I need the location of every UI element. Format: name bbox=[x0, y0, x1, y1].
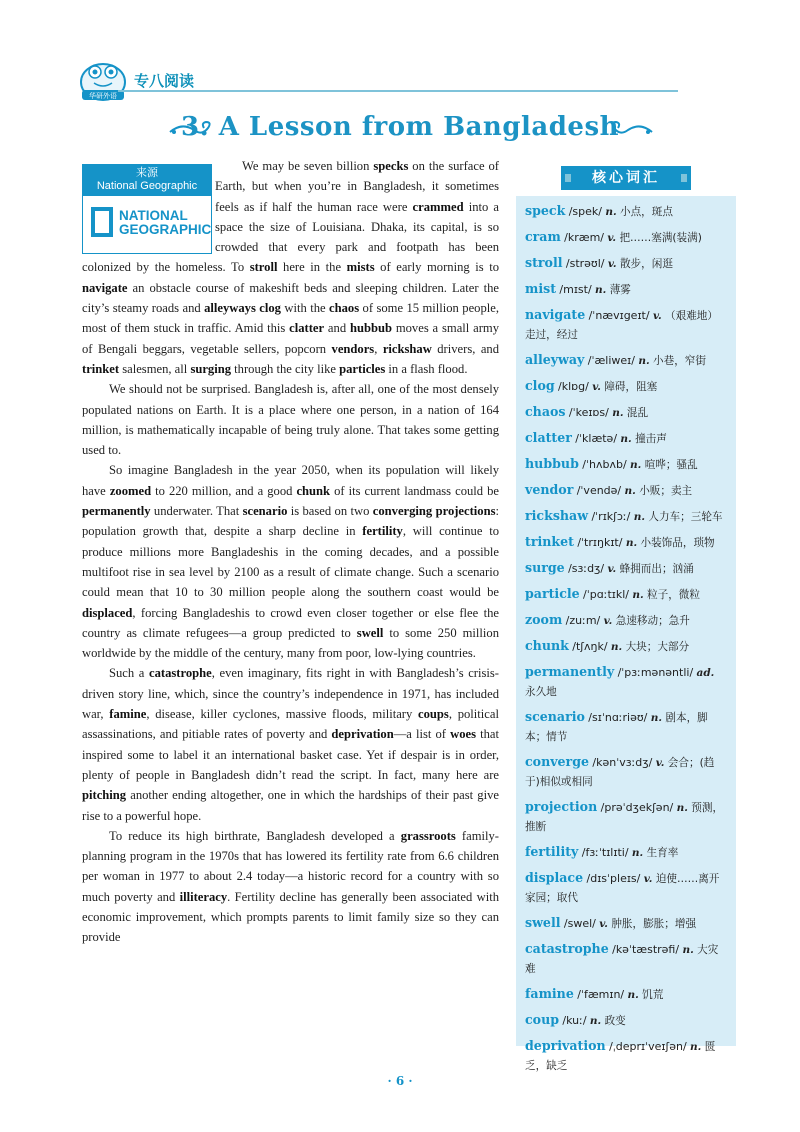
source-label-en: National Geographic bbox=[96, 180, 198, 192]
text-run: , disease, killer cyclones, massive floods, military bbox=[146, 707, 419, 722]
vocab-entry bbox=[525, 532, 728, 553]
vocab-word: speck bbox=[525, 203, 566, 218]
vocab-word: projection bbox=[525, 799, 598, 814]
key-word: woes bbox=[450, 727, 476, 742]
vocab-pos: n. bbox=[676, 802, 688, 814]
vocab-pos: n. bbox=[638, 355, 650, 367]
vocab-phonetic: /swel/ bbox=[563, 917, 596, 930]
vocab-pos: n. bbox=[682, 944, 694, 956]
key-word: illiteracy bbox=[179, 889, 228, 904]
vocab-phonetic: /ˌdeprɪˈveɪʃən/ bbox=[609, 1040, 687, 1053]
text-run: here in the bbox=[277, 260, 347, 275]
key-word: chaos bbox=[329, 301, 360, 316]
logo-line-1: NATIONAL bbox=[119, 208, 188, 223]
vocab-phonetic: /zuːm/ bbox=[565, 614, 601, 627]
vocab-pos: n. bbox=[595, 284, 607, 296]
vocab-meaning: 大块；大部分 bbox=[625, 641, 690, 653]
vocab-phonetic: /spek/ bbox=[568, 205, 602, 218]
text-run: , even imaginary, fits right in with Bangladesh’s crisis-driven story line, which, since the country’s independence in 1971, has included war, bbox=[82, 666, 499, 722]
key-word: vendors bbox=[331, 341, 375, 356]
key-word: coups bbox=[418, 707, 449, 722]
vocab-word: cram bbox=[525, 229, 561, 244]
text-run: , political assassinations, and pitiable rates of poverty and bbox=[82, 707, 499, 742]
key-word: clatter bbox=[289, 321, 325, 336]
text-run: : population growth that, despite a sharp decline in bbox=[82, 504, 500, 539]
vocab-pos: ad. bbox=[696, 667, 715, 679]
vocab-meaning: 混乱 bbox=[626, 407, 649, 419]
vocab-phonetic: /ˈvendə/ bbox=[576, 484, 622, 497]
text-run: an obstacle course of makeshift beds and sleeping children. Later the city’s steamy roads and bbox=[82, 280, 499, 316]
header-divider bbox=[118, 90, 678, 92]
vocab-word: coup bbox=[525, 1012, 560, 1027]
text-run: , forcing Bangladeshis to crowd even closer together or else flee the country as climate refugees—a group predicted to bbox=[82, 605, 499, 640]
key-word: fertility bbox=[362, 524, 403, 539]
vocab-pos: n. bbox=[690, 1041, 702, 1053]
vocab-entry bbox=[525, 797, 728, 837]
vocab-phonetic: /kræm/ bbox=[564, 231, 604, 244]
vocab-entry bbox=[525, 350, 728, 371]
vocab-meaning: 蜂拥而出；汹涌 bbox=[619, 563, 694, 575]
vocab-word: swell bbox=[525, 915, 561, 930]
vocab-entry bbox=[525, 376, 728, 397]
article-body bbox=[82, 156, 499, 948]
vocab-phonetic: /kəˈtæstrəfi/ bbox=[612, 943, 680, 956]
vocab-meaning: 会合；(趋于)相似或相同 bbox=[525, 757, 715, 788]
vocab-meaning: 永久地 bbox=[525, 686, 557, 698]
vocab-word: zoom bbox=[525, 612, 563, 627]
vocab-meaning: 小点，斑点 bbox=[620, 206, 673, 218]
vocab-word: scenario bbox=[525, 709, 585, 724]
vocab-pos: v. bbox=[607, 563, 617, 575]
key-word: specks bbox=[373, 159, 409, 173]
vocab-meaning: 生育率 bbox=[646, 847, 679, 859]
vocab-pos: n. bbox=[624, 485, 636, 497]
vocab-entry bbox=[525, 752, 728, 792]
vocab-pos: v. bbox=[607, 232, 617, 244]
text-run: into a space the size of Louisiana. Dhaka, its capital, is so crowded that every park and footpath has been colonized by the homeless. To bbox=[82, 199, 499, 275]
vocab-meaning: 剧本，脚本；情节 bbox=[525, 712, 708, 743]
vocab-word: chunk bbox=[525, 638, 569, 653]
vocab-pos: n. bbox=[605, 206, 617, 218]
vocab-word: clog bbox=[525, 378, 555, 393]
key-word: stroll bbox=[249, 260, 278, 275]
key-word: hubbub bbox=[349, 321, 392, 336]
text-run: of some 15 million people, most of them stuck in traffic. Amid this bbox=[82, 301, 499, 336]
key-word: crammed bbox=[412, 199, 464, 214]
vocab-phonetic: /ˈfæmɪn/ bbox=[577, 988, 625, 1001]
text-run: with the bbox=[280, 301, 330, 316]
vocab-phonetic: /prəˈdʒekʃən/ bbox=[600, 801, 674, 814]
text-run: to 220 million, and a good bbox=[151, 483, 297, 498]
vocab-pos: v. bbox=[607, 258, 617, 270]
text-run: on the surface of Earth, but when you’re in Bangladesh, it sometimes feels as if half the human race were bbox=[215, 159, 499, 214]
vocab-word: catastrophe bbox=[525, 941, 609, 956]
vocab-word: converge bbox=[525, 754, 590, 769]
vocab-meaning: 薄雾 bbox=[609, 284, 631, 296]
vocab-word: stroll bbox=[525, 255, 563, 270]
vocab-entry bbox=[525, 506, 728, 527]
vocab-word: surge bbox=[525, 560, 565, 575]
vocab-pos: v. bbox=[643, 873, 653, 885]
vocab-meaning: 小贩；卖主 bbox=[639, 485, 693, 497]
text-run: Such a bbox=[109, 666, 150, 681]
logo-line-2: GEOGRAPHIC bbox=[119, 222, 212, 237]
key-word: zoomed bbox=[109, 483, 152, 498]
running-header bbox=[78, 58, 318, 102]
vocab-meaning: 预测，推断 bbox=[525, 802, 724, 833]
vocab-meaning: 迫使……离开家园；取代 bbox=[525, 873, 720, 904]
vocab-meaning: 小装饰品，琐物 bbox=[640, 537, 715, 549]
vocab-entry bbox=[525, 428, 728, 449]
vocab-entry bbox=[525, 480, 728, 501]
text-run: of early morning is to bbox=[374, 260, 499, 275]
vocab-phonetic: /fɜːˈtɪlɪti/ bbox=[581, 846, 629, 859]
paragraph bbox=[82, 379, 499, 460]
vocab-pos: n. bbox=[630, 459, 642, 471]
key-word: catastrophe bbox=[149, 666, 212, 681]
vocab-pos: n. bbox=[633, 511, 645, 523]
text-run: moves a small army of Bengali beggars, vegetable sellers, popcorn bbox=[82, 321, 499, 356]
vocab-entry bbox=[525, 939, 728, 979]
key-word: famine bbox=[109, 707, 147, 722]
vocab-pos: n. bbox=[650, 712, 663, 724]
vocab-meaning: 大灾难 bbox=[525, 944, 719, 975]
text-run: We may be seven billion bbox=[242, 159, 374, 173]
vocab-word: trinket bbox=[525, 534, 574, 549]
vocab-entry bbox=[525, 1036, 728, 1076]
source-label-cn: 来源 bbox=[136, 167, 158, 179]
key-word: trinket bbox=[82, 361, 120, 376]
paragraph bbox=[82, 826, 499, 948]
text-run: . Fertility decline has generally been associated with economic improvement, which prompts parents to limit family size so they can provide bbox=[82, 889, 500, 945]
vocab-word: displace bbox=[525, 870, 584, 885]
vocab-meaning: 撞击声 bbox=[635, 433, 667, 445]
vocab-word: particle bbox=[525, 586, 580, 601]
vocab-meaning: 政变 bbox=[604, 1015, 626, 1027]
vocab-pos: v. bbox=[603, 615, 613, 627]
text-run: is based on two bbox=[287, 504, 373, 519]
paragraph bbox=[82, 460, 499, 663]
key-word: particles bbox=[339, 361, 386, 376]
article-title: 3. A Lesson from Bangladesh bbox=[181, 112, 619, 142]
key-word: grassroots bbox=[400, 828, 456, 843]
vocab-meaning: 障碍，阻塞 bbox=[604, 381, 658, 393]
text-run: in a flash flood. bbox=[385, 361, 468, 376]
vocab-phonetic: /ˈtrɪŋkɪt/ bbox=[577, 536, 623, 549]
text-run: salesmen, all bbox=[119, 361, 191, 376]
vocab-word: clatter bbox=[525, 430, 572, 445]
vocab-pos: n. bbox=[627, 989, 639, 1001]
text-run: another ending altogether, one in which the hardships of their past give rise to a powerful hope. bbox=[82, 788, 499, 823]
vocab-entry bbox=[525, 253, 728, 274]
vocab-entry bbox=[525, 227, 728, 248]
vocab-header: 核心词汇 bbox=[561, 166, 691, 190]
vocab-entry bbox=[525, 279, 728, 300]
vocab-phonetic: /mɪst/ bbox=[559, 283, 592, 296]
vocab-entry bbox=[525, 707, 728, 747]
vocab-phonetic: /ˈpɜːmənəntli/ bbox=[617, 666, 694, 679]
vocab-entry bbox=[525, 584, 728, 605]
vocab-meaning: 把……塞满(装满) bbox=[619, 232, 702, 244]
vocab-entry bbox=[525, 454, 728, 475]
vocab-entry bbox=[525, 662, 728, 702]
vocab-word: hubbub bbox=[525, 456, 579, 471]
vocab-meaning: 小巷，窄街 bbox=[653, 355, 706, 367]
vocab-word: chaos bbox=[525, 404, 566, 419]
vocab-phonetic: /ˈrɪkʃɔː/ bbox=[591, 510, 631, 523]
swirl-ornament-icon bbox=[606, 118, 654, 142]
vocab-pos: n. bbox=[610, 641, 623, 653]
vocab-pos: n. bbox=[589, 1015, 602, 1027]
vocab-meaning: 喧哗；骚乱 bbox=[644, 459, 698, 471]
text-run: To reduce its high birthrate, Bangladesh developed a bbox=[109, 828, 401, 843]
vocab-meaning: 肿胀，膨胀；增强 bbox=[611, 918, 697, 930]
vocab-meaning: 急速移动；急升 bbox=[615, 615, 690, 627]
vocab-pos: v. bbox=[592, 381, 601, 393]
paragraph bbox=[82, 663, 499, 825]
text-run: that inspired some to label it an international basket case. Yet if despair is in order, plenty of people in Bangladesh didn’t read the script. In fact, many here are bbox=[82, 727, 499, 782]
text-run: drivers, and bbox=[431, 341, 500, 356]
vocab-phonetic: /klɒg/ bbox=[558, 380, 589, 393]
vocab-phonetic: /sɪˈnɑːriəʊ/ bbox=[588, 711, 648, 724]
text-run: We should not be surprised. Bangladesh is, after all, one of the most densely populated nations on Earth. It is a place where one person, in a nation of 164 million, is mathematically incapable of being truly alone. That takes some getting used to. bbox=[82, 382, 499, 458]
text-run: to some 250 million worldwide by the middle of the century, many from poor, low-lying countries. bbox=[82, 625, 499, 661]
vocab-word: navigate bbox=[525, 307, 586, 322]
vocab-phonetic: /kənˈvɜːdʒ/ bbox=[592, 756, 653, 769]
vocab-word: vendor bbox=[525, 482, 574, 497]
vocab-meaning: 散步，闲逛 bbox=[619, 258, 673, 270]
vocab-pos: n. bbox=[632, 589, 644, 601]
key-word: surging bbox=[190, 361, 232, 376]
vocab-pos: v. bbox=[652, 310, 662, 322]
vocab-pos: n. bbox=[625, 537, 638, 549]
vocab-meaning: 饥荒 bbox=[642, 989, 664, 1001]
vocab-phonetic: /strəʊl/ bbox=[565, 257, 605, 270]
key-word: navigate bbox=[82, 280, 128, 295]
vocab-panel bbox=[516, 196, 736, 1072]
vocab-meaning: 粒子，微粒 bbox=[647, 589, 700, 601]
vocab-entry bbox=[525, 868, 728, 908]
vocab-word: famine bbox=[525, 986, 574, 1001]
text-run: , will continue to produce millions more Bangladeshis in the coming decades, and a possible multifoot rise in sea level by 2100 as a result of climate change. Such a scenario could mean that 10 to 30 million people along the southern coast would be bbox=[82, 524, 499, 600]
key-word: scenario bbox=[242, 504, 288, 519]
text-run: So imagine Bangladesh in the year 2050, when its population will likely have bbox=[82, 463, 499, 498]
key-word: rickshaw bbox=[382, 341, 432, 356]
vocab-entry bbox=[525, 305, 728, 345]
vocab-word: rickshaw bbox=[525, 508, 589, 523]
text-run: through the city like bbox=[231, 361, 340, 376]
page-number: · 6 · bbox=[387, 1074, 413, 1088]
vocab-word: mist bbox=[525, 281, 557, 296]
vocab-entry bbox=[525, 913, 728, 934]
vocab-meaning: 人力车；三轮车 bbox=[648, 511, 723, 523]
vocab-phonetic: /ˈklætə/ bbox=[575, 432, 618, 445]
vocab-phonetic: /sɜːdʒ/ bbox=[568, 562, 605, 575]
vocab-entry bbox=[525, 636, 728, 657]
vocab-entry bbox=[525, 610, 728, 631]
vocab-phonetic: /ˈnævɪgeɪt/ bbox=[588, 309, 650, 322]
vocab-entry bbox=[525, 558, 728, 579]
vocab-phonetic: /dɪsˈpleɪs/ bbox=[586, 872, 641, 885]
key-word: converging projections bbox=[372, 504, 496, 519]
vocab-entry bbox=[525, 1010, 728, 1031]
vocab-entry bbox=[525, 984, 728, 1005]
text-run: , bbox=[374, 341, 383, 356]
text-run: of its current landmass could be bbox=[330, 483, 499, 498]
vocab-phonetic: /ˈhʌbʌb/ bbox=[582, 458, 627, 471]
vocab-meaning: （艰难地）走过，经过 bbox=[525, 310, 718, 341]
vocab-pos: v. bbox=[655, 757, 665, 769]
key-word: mists bbox=[346, 260, 375, 275]
text-run: and bbox=[324, 321, 350, 336]
key-word: displaced bbox=[82, 605, 133, 620]
vocab-entry bbox=[525, 201, 728, 222]
key-word: pitching bbox=[82, 788, 127, 803]
key-word: permanently bbox=[82, 504, 151, 519]
text-run: underwater. That bbox=[150, 504, 243, 519]
key-word: alleyways clog bbox=[204, 301, 281, 316]
text-run: family-planning program in the 1970s that has lowered its fertility rate from 6.6 children per woman in 1977 to about 2.4 today—a historic record for a country with so much poverty and bbox=[82, 828, 499, 904]
vocab-phonetic: /ˈpɑːtɪkl/ bbox=[583, 588, 629, 601]
key-word: swell bbox=[356, 625, 384, 640]
huayan-frog-logo-icon bbox=[78, 58, 128, 102]
key-word: deprivation bbox=[331, 727, 394, 742]
vocab-phonetic: /ˈæliweɪ/ bbox=[587, 354, 635, 367]
vocab-pos: n. bbox=[620, 433, 632, 445]
vocab-meaning: 匮乏，缺乏 bbox=[525, 1041, 716, 1072]
series-tag: 专八阅读 bbox=[134, 72, 195, 90]
vocab-phonetic: /ˈkeɪɒs/ bbox=[568, 406, 609, 419]
logo-text: 华研外语 bbox=[89, 92, 117, 100]
vocab-phonetic: /kuː/ bbox=[562, 1014, 587, 1027]
vocab-word: fertility bbox=[525, 844, 579, 859]
vocab-entry bbox=[525, 842, 728, 863]
source-box-spacer bbox=[82, 156, 215, 256]
vocab-word: deprivation bbox=[525, 1038, 606, 1053]
text-run: —a list of bbox=[393, 727, 451, 742]
vocab-word: alleyway bbox=[525, 352, 585, 367]
key-word: chunk bbox=[296, 483, 331, 498]
vocab-pos: v. bbox=[599, 918, 608, 930]
vocab-pos: n. bbox=[631, 847, 644, 859]
vocab-pos: n. bbox=[612, 407, 624, 419]
vocab-phonetic: /tʃʌŋk/ bbox=[572, 640, 608, 653]
vocab-entry bbox=[525, 402, 728, 423]
vocab-word: permanently bbox=[525, 664, 615, 679]
